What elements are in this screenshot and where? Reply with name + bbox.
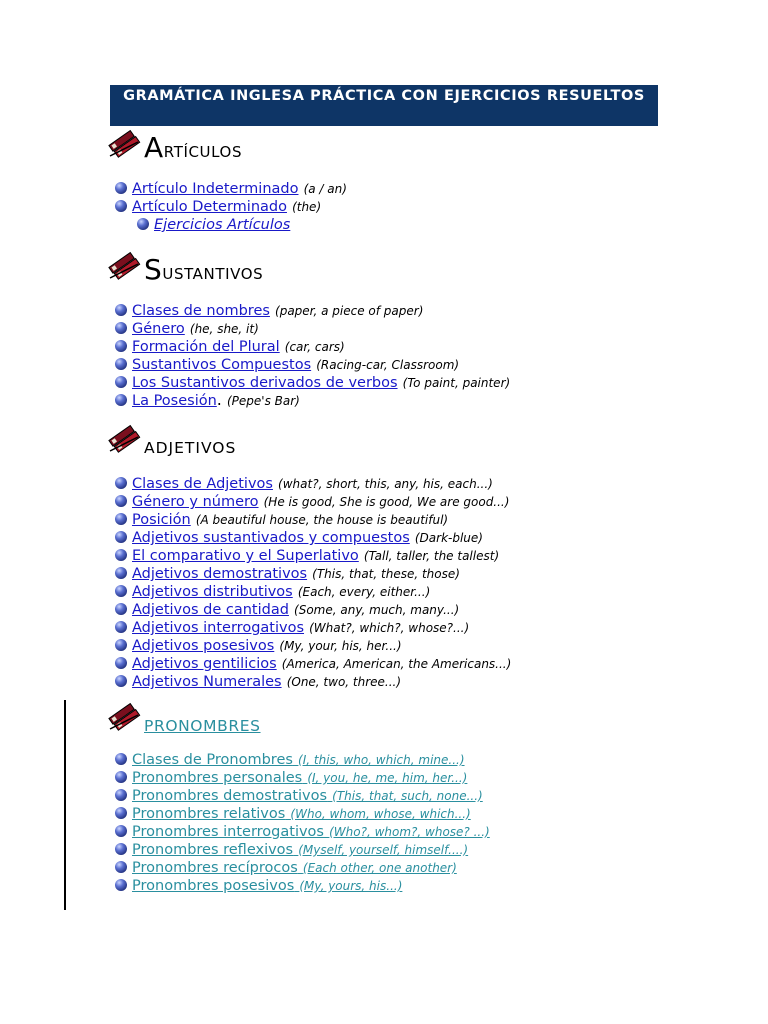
list-item — [114, 582, 511, 600]
topic-example: (What?, which?, whose?...) — [309, 621, 470, 635]
list-item[interactable] — [114, 840, 490, 858]
bullet-icon — [115, 340, 127, 352]
exercises-link[interactable]: Ejercicios Artículos — [154, 217, 291, 233]
list-item — [114, 618, 511, 636]
list-item — [114, 492, 511, 510]
topic-example: (Myself, yourself, himself....) — [298, 843, 469, 857]
bullet-icon — [115, 603, 127, 615]
topic-link[interactable]: El comparativo y el Superlativo — [132, 548, 359, 564]
topic-example: (what?, short, this, any, his, each...) — [278, 477, 493, 491]
pronombres-list — [114, 750, 490, 894]
topic-link[interactable]: Clases de Pronombres — [132, 752, 293, 768]
topic-example: (Some, any, much, many...) — [294, 603, 460, 617]
topic-example: (Each other, one another) — [302, 861, 457, 875]
bullet-icon — [115, 182, 127, 194]
bullet-icon — [115, 843, 127, 855]
bullet-icon — [115, 567, 127, 579]
topic-link[interactable]: Sustantivos Compuestos — [132, 357, 312, 373]
topic-link[interactable]: Formación del Plural — [132, 339, 280, 355]
margin-rule — [64, 700, 66, 910]
topic-example: (a / an) — [303, 182, 347, 196]
list-item[interactable] — [114, 876, 490, 894]
list-item — [114, 215, 347, 233]
topic-example: (My, your, his, her...) — [279, 639, 402, 653]
topic-example: (Tall, taller, the tallest) — [363, 549, 500, 563]
bullet-icon — [115, 807, 127, 819]
bullet-icon — [115, 657, 127, 669]
list-item — [114, 654, 511, 672]
list-item — [114, 391, 510, 409]
bullet-icon — [115, 621, 127, 633]
topic-example: (Each, every, either...) — [297, 585, 431, 599]
page-title: GRAMÁTICA INGLESA PRÁCTICA CON EJERCICIOS RESUELTOS — [123, 88, 645, 104]
bullet-icon — [137, 218, 149, 230]
topic-example: (He is good, She is good, We are good...) — [263, 495, 510, 509]
sustantivos-list — [114, 301, 510, 409]
section-pronombres — [108, 701, 708, 894]
bullet-icon — [115, 376, 127, 388]
bullet-icon — [115, 549, 127, 561]
topic-example: (One, two, three...) — [286, 675, 402, 689]
section-heading — [108, 423, 708, 459]
topic-link[interactable]: Género — [132, 321, 185, 337]
list-item — [114, 373, 510, 391]
bullet-icon — [115, 825, 127, 837]
topic-link[interactable]: Adjetivos gentilicios — [132, 656, 277, 672]
topic-link[interactable]: Adjetivos distributivos — [132, 584, 293, 600]
topic-link[interactable]: La Posesión — [132, 393, 217, 409]
topic-example: (the) — [292, 200, 322, 214]
list-item — [114, 600, 511, 618]
topic-link[interactable]: Adjetivos interrogativos — [132, 620, 305, 636]
bullet-icon — [115, 861, 127, 873]
list-item — [114, 474, 511, 492]
bullet-icon — [115, 639, 127, 651]
topic-link[interactable]: Clases de Adjetivos — [132, 476, 273, 492]
section-heading — [108, 128, 708, 164]
books-icon — [108, 423, 142, 455]
section-title: SUSTANTIVOS — [144, 253, 264, 286]
topic-example: (paper, a piece of paper) — [275, 304, 424, 318]
period: . — [216, 390, 222, 409]
section-title-link[interactable]: PRONOMBRES — [144, 717, 261, 735]
section-heading — [108, 701, 708, 737]
topic-link[interactable]: Artículo Determinado — [132, 199, 287, 215]
topic-link[interactable]: Pronombres demostrativos — [132, 788, 328, 804]
adjetivos-list — [114, 474, 511, 690]
topic-link[interactable]: Adjetivos de cantidad — [132, 602, 289, 618]
topic-example: (This, that, such, none...) — [332, 789, 483, 803]
list-item — [114, 355, 510, 373]
list-item — [114, 179, 347, 197]
list-item[interactable] — [114, 822, 490, 840]
topic-example: (Pepe's Bar) — [226, 394, 300, 408]
section-heading — [108, 250, 708, 286]
section-sustantivos — [108, 250, 708, 409]
topic-link[interactable]: Pronombres reflexivos — [132, 842, 294, 858]
bullet-icon — [115, 513, 127, 525]
topic-example: (I, this, who, which, mine...) — [298, 753, 465, 767]
topic-link[interactable]: Adjetivos Numerales — [132, 674, 282, 690]
list-item — [114, 528, 511, 546]
bullet-icon — [115, 675, 127, 687]
list-item[interactable] — [114, 750, 490, 768]
topic-link[interactable]: Posición — [132, 512, 191, 528]
topic-example: (This, that, these, those) — [312, 567, 460, 581]
list-item[interactable] — [114, 804, 490, 822]
section-title: ADJETIVOS — [144, 439, 237, 457]
bullet-icon — [115, 531, 127, 543]
bullet-icon — [115, 879, 127, 891]
bullet-icon — [115, 495, 127, 507]
section-articulos — [108, 128, 708, 233]
topic-link[interactable]: Pronombres posesivos — [132, 878, 295, 894]
topic-link[interactable]: Adjetivos demostrativos — [132, 566, 308, 582]
list-item[interactable] — [114, 768, 490, 786]
bullet-icon — [115, 771, 127, 783]
list-item — [114, 301, 510, 319]
list-item — [114, 510, 511, 528]
topic-link[interactable]: Clases de nombres — [132, 303, 270, 319]
books-icon — [108, 128, 142, 160]
topic-link[interactable]: Pronombres relativos — [132, 806, 286, 822]
bullet-icon — [115, 304, 127, 316]
list-item — [114, 197, 347, 215]
list-item — [114, 672, 511, 690]
topic-example: (Dark-blue) — [414, 531, 483, 545]
bullet-icon — [115, 753, 127, 765]
bullet-icon — [115, 322, 127, 334]
topic-link[interactable]: Artículo Indeterminado — [132, 181, 299, 197]
articulos-list — [114, 179, 347, 233]
list-item[interactable] — [114, 858, 490, 876]
section-adjetivos — [108, 423, 708, 690]
books-icon — [108, 701, 142, 733]
list-item — [114, 564, 511, 582]
topic-link[interactable]: Pronombres personales — [132, 770, 303, 786]
list-item — [114, 636, 511, 654]
topic-link[interactable]: Los Sustantivos derivados de verbos — [132, 375, 398, 391]
topic-example: (To paint, painter) — [402, 376, 511, 390]
section-title: ARTÍCULOS — [144, 131, 243, 164]
page-title-banner — [110, 85, 658, 126]
topic-example: (America, American, the Americans...) — [281, 657, 512, 671]
topic-link[interactable]: Pronombres recíprocos — [132, 860, 298, 876]
list-item — [114, 337, 510, 355]
topic-example: (I, you, he, me, him, her...) — [307, 771, 468, 785]
topic-example: (My, yours, his...) — [299, 879, 403, 893]
list-item[interactable] — [114, 786, 490, 804]
topic-link[interactable]: Adjetivos sustantivados y compuestos — [132, 530, 410, 546]
books-icon — [108, 250, 142, 282]
bullet-icon — [115, 394, 127, 406]
bullet-icon — [115, 477, 127, 489]
list-item — [114, 319, 510, 337]
list-item — [114, 546, 511, 564]
bullet-icon — [115, 200, 127, 212]
bullet-icon — [115, 789, 127, 801]
topic-example: (he, she, it) — [189, 322, 259, 336]
topic-example: (car, cars) — [284, 340, 345, 354]
bullet-icon — [115, 585, 127, 597]
bullet-icon — [115, 358, 127, 370]
topic-example: (Racing-car, Classroom) — [316, 358, 460, 372]
topic-example: (A beautiful house, the house is beautiful) — [195, 513, 449, 527]
topic-example: (Who, whom, whose, which...) — [290, 807, 471, 821]
topic-example: (Who?, whom?, whose? ...) — [329, 825, 490, 839]
topic-link[interactable]: Adjetivos posesivos — [132, 638, 275, 654]
topic-link[interactable]: Género y número — [132, 494, 259, 510]
topic-link[interactable]: Pronombres interrogativos — [132, 824, 324, 840]
